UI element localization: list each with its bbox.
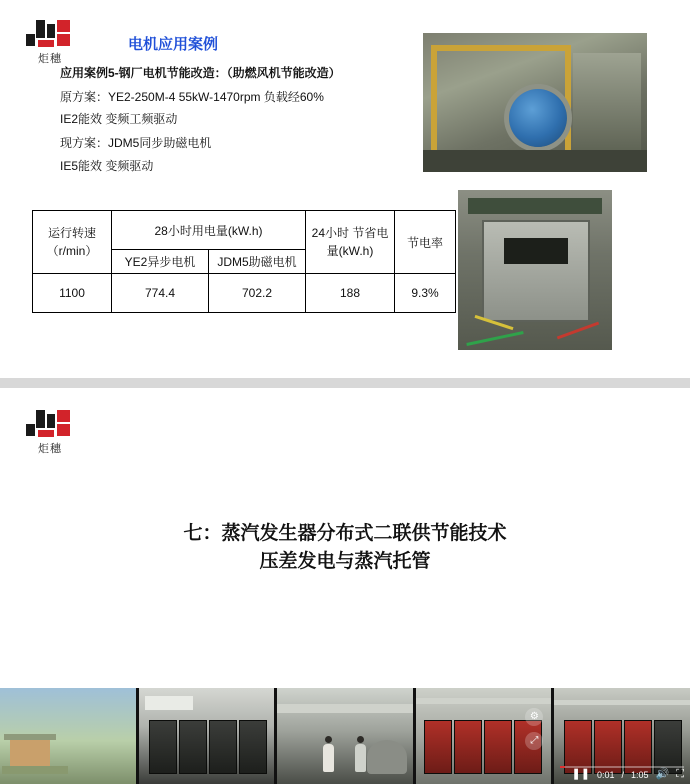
table-row [33, 274, 456, 313]
table-header-row [33, 211, 456, 250]
th-jdm5: JDM5助磁电机 [209, 250, 306, 274]
th-saving [306, 211, 395, 274]
pause-icon[interactable]: ❚❚ [571, 768, 590, 780]
logo-text-2: 炬穗 [38, 443, 62, 455]
motor-housing [573, 53, 641, 151]
th-saving-line1: 24小时 节省电 [311, 226, 389, 240]
th-speed [33, 211, 112, 274]
fullscreen-icon[interactable]: ⛶ [676, 768, 684, 780]
td-ye2: 774.4 [112, 274, 209, 313]
settings-icon[interactable]: ⚙ [525, 708, 543, 726]
thumbnail-workshop-operators[interactable] [277, 688, 413, 784]
thumbnail-steam-generator-row-1[interactable] [139, 688, 275, 784]
td-speed: 1100 [33, 274, 112, 313]
td-jdm5: 702.2 [209, 274, 306, 313]
cabinet-body [482, 220, 590, 322]
slide-1 [0, 0, 690, 378]
slide-2-title-line-2: 压差发电与蒸汽托管 [259, 551, 431, 572]
spec-line-2: IE2能效 变频工频驱动 [60, 112, 178, 126]
th-ye2: YE2异步电机 [112, 250, 209, 274]
th-rate: 节电率 [395, 211, 456, 274]
spec-line-3: 现方案：JDM5同步助磁电机 [60, 136, 212, 150]
cabinet-display [504, 238, 568, 264]
blue-fan-wheel [509, 89, 567, 147]
control-cabinet-photo [458, 190, 612, 350]
video-controls[interactable] [572, 769, 684, 780]
spec-line-4: IE5能效 变频驱动 [60, 159, 154, 173]
slide-2-title-line-1: 七：蒸汽发生器分布式二联供节能技术 [183, 523, 507, 544]
blower-installation-photo [423, 33, 647, 172]
red-cable [557, 322, 599, 340]
logo-mark-icon-2 [22, 410, 78, 440]
video-time-separator: / [621, 769, 625, 780]
th-speed-line2: （r/min） [46, 244, 98, 258]
volume-icon[interactable]: 🔊 [655, 768, 670, 780]
slide-1-title: 电机应用案例 [128, 36, 219, 53]
spec-line-1: 原方案：YE2-250M-4 55kW-1470rpm 负载经60% [60, 90, 324, 104]
floor-area [423, 150, 647, 172]
slide-1-subtitle: 应用案例5-钢厂电机节能改造：（助燃风机节能改造） [60, 66, 341, 80]
th-consumption-group: 28小时用电量(kW.h) [112, 211, 306, 250]
video-time-elapsed: 0:01 [596, 769, 615, 780]
thumbnail-steam-generator-row-3[interactable] [554, 688, 690, 784]
green-cable [466, 331, 523, 346]
thumbnail-outdoor-equipment-room[interactable] [0, 688, 136, 784]
expand-icon[interactable]: ⤢ [525, 732, 543, 750]
company-logo-2 [22, 410, 80, 456]
ceiling-beam [468, 198, 602, 214]
thumbnail-steam-generator-row-2[interactable] [416, 688, 552, 784]
td-rate: 9.3% [395, 274, 456, 313]
energy-saving-table [32, 210, 456, 313]
video-progress-fill [560, 766, 565, 768]
logo-text: 炬穗 [38, 53, 62, 65]
video-thumbnail-strip[interactable] [0, 688, 690, 784]
td-saving: 188 [306, 274, 395, 313]
logo-mark-icon [22, 20, 78, 50]
th-speed-line1: 运行转速 [47, 226, 96, 240]
company-logo [22, 20, 80, 66]
video-time-total: 1:05 [631, 769, 649, 780]
th-saving-line2: 量(kW.h) [326, 244, 374, 258]
